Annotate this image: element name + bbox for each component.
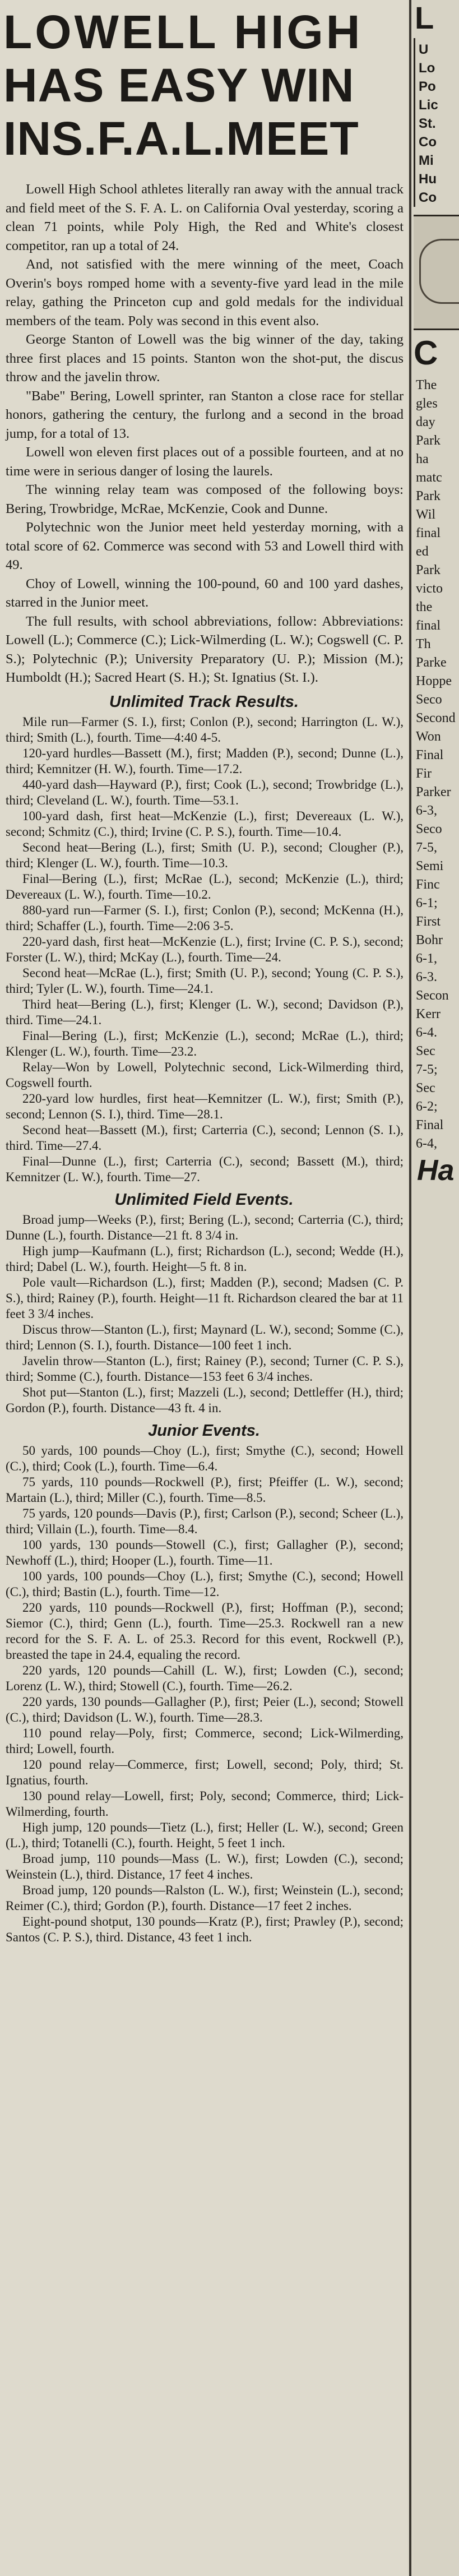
result-item: Broad jump, 120 pounds—Ralston (L. W.), first; Weinstein (L.), second; Reimer (C.), third; Gordon (P.), fourth. Distance—17 feet 2 inches. xyxy=(6,1883,404,1913)
result-item: 220 yards, 110 pounds—Rockwell (P.), first; Hoffman (P.), second; Siemor (C.), third; Genn (L.), fourth. Time—25.3. Rockwell ran a new record for the S. F. A. L. of 25.3. Record for this event, Rockwell (P.), breasted the tape in 24.4, equaling the record. xyxy=(6,1600,404,1662)
text-line: Final xyxy=(416,1118,444,1132)
story-paragraph: Lowell High School athletes literally ran away with the annual track and field meet of the S. F. A. L. on California Oval yesterday, scoring a clean 71 points, while Poly High, the Red and White's closest competitor, ran up a total of 24. xyxy=(6,182,404,253)
text-line: Semi xyxy=(416,859,444,873)
result-item: 110 pound relay—Poly, first; Commerce, second; Lick-Wilmerding, third; Lowell, fourth. xyxy=(6,1726,404,1756)
text-line: Park xyxy=(416,433,441,448)
adjacent-subhead-fragment: C xyxy=(414,334,438,372)
result-item: 120 pound relay—Commerce, first; Lowell, second; Poly, third; St. Ignatius, fourth. xyxy=(6,1757,404,1787)
text-line: Second xyxy=(416,711,456,725)
text-line: Seco xyxy=(416,822,442,836)
unlimited-track-heading: Unlimited Track Results. xyxy=(109,692,299,711)
story-paragraph: The winning relay team was composed of the following boys: Bering, Trowbridge, McRae, McKenzie, Cook and Dunne. xyxy=(6,482,404,516)
text-line: final xyxy=(416,526,441,540)
adjacent-column-fragment xyxy=(414,0,459,2576)
result-item: High jump, 120 pounds—Tietz (L.), first; Heller (L. W.), second; Green (L.), third; Totanelli (C.), fourth. Height, 5 feet 1 inch. xyxy=(6,1820,404,1850)
standings-box-fragment xyxy=(414,38,459,207)
box-line: U xyxy=(419,42,429,57)
text-line: Bohr xyxy=(416,933,443,947)
box-line: St. xyxy=(419,116,436,131)
text-line: First xyxy=(416,914,441,929)
text-line: 6-4. xyxy=(416,1025,437,1040)
story-paragraph: "Babe" Bering, Lowell sprinter, ran Stanton a close race for stellar honors, gathering the century, the furlong and a second in the broad jump, for a total of 13. xyxy=(6,388,404,441)
text-line: Parker xyxy=(416,785,451,799)
headline-line-1: LOWELL HIGH xyxy=(3,6,363,58)
text-line: Sec xyxy=(416,1044,435,1058)
result-item: Second heat—Bassett (M.), first; Carterria (C.), second; Lennon (S. I.), third. Time—27.4. xyxy=(6,1122,404,1153)
text-line: Wil xyxy=(416,507,436,522)
result-item: Third heat—Bering (L.), first; Klenger (L. W.), second; Davidson (P.), third. Time—24.1. xyxy=(6,997,404,1027)
story-paragraph: George Stanton of Lowell was the big winner of the day, taking three first places and 15 points. Stanton won the shot-put, the discus throw and the javelin throw. xyxy=(6,332,404,385)
result-item: 50 yards, 100 pounds—Choy (L.), first; Smythe (C.), second; Howell (C.), third; Cook (L.), fourth. Time—6.4. xyxy=(6,1443,404,1473)
result-item: 220 yards, 120 pounds—Cahill (L. W.), first; Lowden (C.), second; Lorenz (L. W.), third; Stowell (C.), fourth. Time—26.2. xyxy=(6,1663,404,1693)
text-line: 6-1, xyxy=(416,951,437,966)
result-item: 100-yard dash, first heat—McKenzie (L.), first; Devereaux (L. W.), second; Schmitz (C.), third; Irvine (C. P. S.), fourth. Time—10.4. xyxy=(6,808,404,839)
text-line: 7-5; xyxy=(416,1062,438,1077)
result-item: 100 yards, 100 pounds—Choy (L.), first; Smythe (C.), second; Howell (C.), third; Bastin (L.), fourth. Time—12. xyxy=(6,1569,404,1599)
unlimited-field-heading: Unlimited Field Events. xyxy=(114,1190,294,1209)
result-item: 75 yards, 110 pounds—Rockwell (P.), first; Pfeiffer (L. W.), second; Martain (L.), third; Miller (C.), fourth. Time—8.5. xyxy=(6,1474,404,1505)
text-line: Park xyxy=(416,563,441,577)
text-line: Th xyxy=(416,637,431,651)
headline-line-3: INS.F.A.L.MEET xyxy=(3,112,359,165)
text-line: Won xyxy=(416,729,441,744)
result-item: Second heat—McRae (L.), first; Smith (U. P.), second; Young (C. P. S.), third; Tyler (L. W.), fourth. Time—24.1. xyxy=(6,965,404,996)
result-item: Relay—Won by Lowell, Polytechnic second, Lick-Wilmerding third, Cogswell fourth. xyxy=(6,1060,404,1090)
box-line: Lic xyxy=(419,98,438,113)
text-line: Finc xyxy=(416,877,440,892)
text-line: Seco xyxy=(416,692,442,707)
result-item: Second heat—Bering (L.), first; Smith (U. P.), second; Clougher (P.), third; Klenger (L. W.), fourth. Time—10.3. xyxy=(6,840,404,870)
story-body xyxy=(0,165,408,687)
text-line: victo xyxy=(416,581,443,596)
text-line: the xyxy=(416,600,433,614)
result-item: Eight-pound shotput, 130 pounds—Kratz (P.), first; Prawley (P.), second; Santos (C. P. S.), third. Distance, 43 feet 1 inch. xyxy=(6,1914,404,1944)
unlimited-track-results xyxy=(0,714,408,1185)
text-line: Parke xyxy=(416,655,447,670)
result-item: Final—Dunne (L.), first; Carterria (C.), second; Bassett (M.), third; Kemnitzer (L. W.), fourth. Time—27. xyxy=(6,1154,404,1184)
result-item: 440-yard dash—Hayward (P.), first; Cook (L.), second; Trowbridge (L.), third; Cleveland (L. W.), fourth. Time—53.1. xyxy=(6,777,404,807)
result-item: Final—Bering (L.), first; McRae (L.), second; McKenzie (L.), third; Devereaux (L. W.), fourth. Time—10.2. xyxy=(6,871,404,901)
text-line: final xyxy=(416,618,441,633)
adjacent-headline-fragment: L xyxy=(415,0,434,35)
result-item: Broad jump—Weeks (P.), first; Bering (L.), second; Carterria (C.), third; Dunne (L.), fourth. Distance—21 ft. 8 3/4 in. xyxy=(6,1212,404,1242)
photo-figure-shape xyxy=(419,239,459,304)
box-line: Co xyxy=(419,190,437,205)
adjacent-text-fragment xyxy=(414,373,459,1153)
result-item: 120-yard hurdles—Bassett (M.), first; Madden (P.), second; Dunne (L.), third; Kemnitzer (H. W.), fourth. Time—17.2. xyxy=(6,746,404,776)
text-line: 6-3. xyxy=(416,970,437,984)
text-line: Fir xyxy=(416,766,432,781)
result-item: Broad jump, 110 pounds—Mass (L. W.), first; Lowden (C.), second; Weinstein (L.), third. Distance, 17 feet 4 inches. xyxy=(6,1851,404,1881)
box-line: Po xyxy=(419,79,436,94)
result-item: 75 yards, 120 pounds—Davis (P.), first; Carlson (P.), second; Scheer (L.), third; Villain (L.), fourth. Time—8.4. xyxy=(6,1506,404,1536)
text-line: Sec xyxy=(416,1081,435,1095)
text-line: 6-2; xyxy=(416,1099,438,1114)
text-line: matc xyxy=(416,470,442,485)
box-line: Co xyxy=(419,135,437,150)
text-line: Park xyxy=(416,489,441,503)
headline-line-2: HAS EASY WIN xyxy=(3,59,355,112)
story-paragraph: And, not satisfied with the mere winning of the meet, Coach Overin's boys romped home with a seventy-five yard lead in the mile relay, gathing the Princeton cup and gold medals for the individual members of the team. Poly was second in this event also. xyxy=(6,257,404,329)
result-item: 880-yard run—Farmer (S. I.), first; Conlon (P.), second; McKenna (H.), third; Schaffer (L.), fourth. Time—2:06 3-5. xyxy=(6,903,404,933)
text-line: Final xyxy=(416,748,444,762)
text-line: ed xyxy=(416,544,429,559)
headline xyxy=(0,0,408,165)
text-line: 6-3, xyxy=(416,803,437,818)
adjacent-footer-headline-fragment: Ha xyxy=(417,1154,455,1187)
text-line: 6-4, xyxy=(416,1136,437,1151)
text-line: ha xyxy=(416,452,429,466)
result-item: Discus throw—Stanton (L.), first; Maynard (L. W.), second; Somme (C.), third; Lennon (S. I.), fourth. Distance—100 feet 1 inch. xyxy=(6,1322,404,1352)
junior-events-heading: Junior Events. xyxy=(148,1421,260,1440)
box-line: Hu xyxy=(419,172,437,187)
text-line: 6-1; xyxy=(416,896,438,910)
box-line: Mi xyxy=(419,153,434,168)
text-line: day xyxy=(416,415,435,429)
junior-events-results xyxy=(0,1443,408,1945)
column-rule xyxy=(409,0,411,2576)
text-line: gles xyxy=(416,396,438,411)
text-line: The xyxy=(416,378,437,392)
story-paragraph: Lowell won eleven first places out of a possible fourteen, and at no time were in serious danger of losing the laurels. xyxy=(6,445,404,479)
box-line: Lo xyxy=(419,61,435,76)
text-line: 7-5, xyxy=(416,840,437,855)
result-item: Mile run—Farmer (S. I.), first; Conlon (P.), second; Harrington (L. W.), third; Smith (L.), fourth. Time—4:40 4-5. xyxy=(6,714,404,744)
text-line: Hoppe xyxy=(416,674,452,688)
story-paragraph: The full results, with school abbreviations, follow: Abbreviations: Lowell (L.); Commerce (C.); Lick-Wilmerding (L. W.); Cogswell (C. P. S.); Polytechnic (P.); University Preparatory (U. P.); Mission (M.); Humboldt (H.); Sacred Heart (S. H.); St. Ignatius (St. I.). xyxy=(6,613,404,685)
result-item: 220-yard low hurdles, first heat—Kemnitzer (L. W.), first; Smith (P.), second; Lennon (S. I.), third. Time—28.1. xyxy=(6,1091,404,1121)
result-item: Pole vault—Richardson (L.), first; Madden (P.), second; Madsen (C. P. S.), third; Rainey (P.), fourth. Height—11 ft. Richardson cleared the bar at 11 feet 3 3/4 inches. xyxy=(6,1275,404,1321)
text-line: Secon xyxy=(416,988,449,1003)
result-item: 220-yard dash, first heat—McKenzie (L.), first; Irvine (C. P. S.), second; Forster (L. W.), third; McKay (L.), fourth. Time—24. xyxy=(6,934,404,964)
result-item: 100 yards, 130 pounds—Stowell (C.), first; Gallagher (P.), second; Newhoff (L.), third; Hooper (L.), fourth. Time—11. xyxy=(6,1537,404,1567)
result-item: Javelin throw—Stanton (L.), first; Rainey (P.), second; Turner (C. P. S.), third; Somme (C.), fourth. Distance—153 feet 6 3/4 inches. xyxy=(6,1353,404,1384)
unlimited-field-results xyxy=(0,1212,408,1416)
result-item: 220 yards, 130 pounds—Gallagher (P.), first; Peier (L.), second; Stowell (C.), third; Davidson (L. W.), fourth. Time—28.3. xyxy=(6,1694,404,1724)
result-item: Final—Bering (L.), first; McKenzie (L.), second; McRae (L.), third; Klenger (L. W.), fourth. Time—23.2. xyxy=(6,1028,404,1058)
story-paragraph: Choy of Lowell, winning the 100-pound, 60 and 100 yard dashes, starred in the Junior meet. xyxy=(6,576,404,610)
result-item: Shot put—Stanton (L.), first; Mazzeli (L.), second; Dettleffer (H.), third; Gordon (P.), fourth. Distance—43 ft. 4 in. xyxy=(6,1385,404,1415)
result-item: 130 pound relay—Lowell, first; Poly, second; Commerce, third; Lick-Wilmerding, fourth. xyxy=(6,1788,404,1819)
result-item: High jump—Kaufmann (L.), first; Richardson (L.), second; Wedde (H.), third; Dabel (L. W.), fourth. Height—5 ft. 8 in. xyxy=(6,1243,404,1274)
text-line: Kerr xyxy=(416,1007,441,1021)
story-paragraph: Polytechnic won the Junior meet held yesterday morning, with a total score of 62. Commerce was second with 53 and Lowell third with 49. xyxy=(6,520,404,572)
news-photo-fragment xyxy=(414,215,459,330)
